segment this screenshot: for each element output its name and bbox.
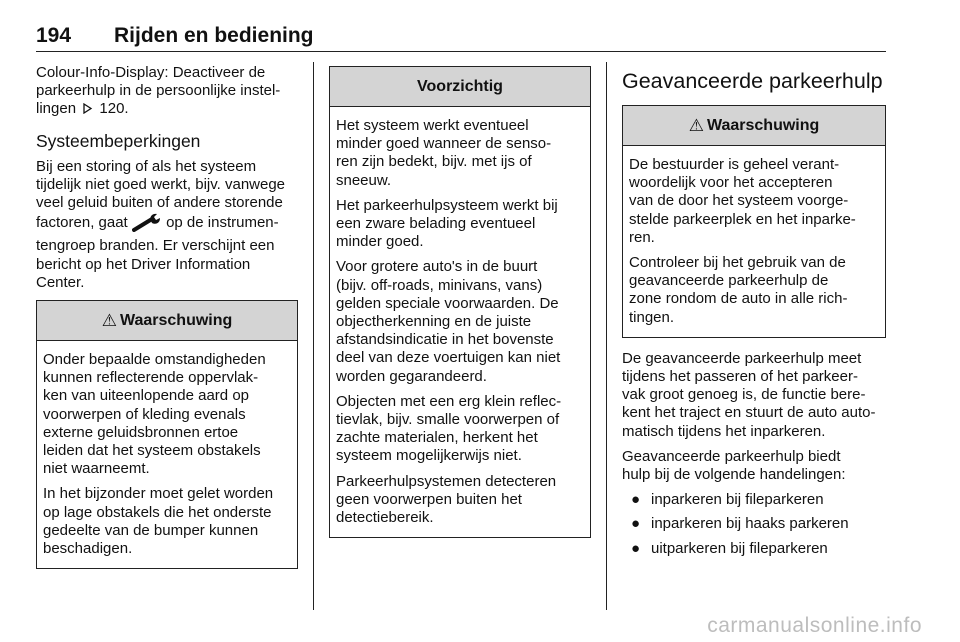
warning-box (36, 300, 298, 569)
warning-triangle-icon: ⚠ (101, 310, 117, 330)
caution-text: Voor grotere auto's in de buurt (bijv. off-roads, minivans, vans) gelden speciale voorwaarden. De objectherkenning en de juiste afstandsindicatie in het bovenste deel van deze voertuigen kan niet worden gegarandeerd. (336, 258, 561, 385)
caution-text: Objecten met een erg klein reflec- tievlak, bijv. smalle voorwerpen of zachte materialen, herkent het systeem mogelijkerwijs niet. (336, 392, 562, 465)
body-paragraph: De geavanceerde parkeerhulp meet tijdens het passeren of het parkeer- vak groot genoeg is, de functie bere- kent het traject en stuurt de auto auto- matisch tijdens het inparkeren. (622, 349, 876, 440)
warning-triangle-icon: ⚠ (688, 115, 704, 135)
section-heading: Systeembeperkingen (36, 130, 201, 151)
list-item: ● inparkeren bij haaks parkeren (631, 515, 849, 533)
caution-box (329, 66, 591, 538)
watermark: carmanualsonline.info (707, 614, 922, 637)
column-middle (329, 64, 591, 538)
warning-text: Controleer bij het gebruik van de geavanceerde parkeerhulp de zone rondom de auto in alle rich- tingen. (629, 254, 848, 326)
column-left (36, 64, 298, 569)
warning-box-header: ⚠ Waarschuwing (37, 301, 297, 341)
intro-paragraph: Colour-Info-Display: Deactiveer de parkeerhulp in de persoonlijke instel- lingen 120. (36, 64, 281, 118)
caution-text: Het parkeerhulpsysteem werkt bij een zware belading eventueel minder goed. (336, 196, 558, 251)
column-right (622, 64, 886, 564)
page-header (36, 18, 886, 52)
reference-triangle-icon (80, 100, 99, 117)
warning-box (622, 105, 886, 338)
limitations-paragraph: Bij een storing of als het systeem tijdelijk niet goed werkt, bijv. vanwege veel geluid buiten of andere storende factoren, gaat op de instrumen- tengroep branden. Er verschijnt een bericht op het Driver Information Center. (36, 157, 286, 291)
body-paragraph: Geavanceerde parkeerhulp biedt hulp bij de volgende handelingen: (622, 447, 846, 484)
bullet-icon: ● (631, 515, 641, 533)
column-divider (313, 62, 314, 610)
page-reference-link[interactable]: 120. (99, 100, 129, 118)
caution-text: Parkeerhulpsystemen detecteren geen voorwerpen buiten het detectiebereik. (336, 472, 557, 527)
warning-box-header: ⚠ Waarschuwing (623, 106, 885, 146)
warning-text: De bestuurder is geheel verant- woordelijk voor het accepteren van de door het systeem voorge- stelde parkeerplek en het inparke- ren. (629, 156, 856, 246)
caution-box-header: Voorzichtig (330, 67, 590, 107)
page-number: 194 (36, 24, 72, 47)
caution-text: Het systeem werkt eventueel minder goed wanneer de senso- ren zijn bedekt, bijv. met ijs of sneeuw. (336, 117, 552, 189)
feature-list (622, 491, 886, 558)
chapter-title: Rijden en bediening (114, 24, 314, 47)
wrench-icon (132, 212, 162, 237)
column-divider (606, 62, 607, 610)
warning-text: In het bijzonder moet gelet worden op lage obstakels die het onderste gedeelte van de bumper kunnen beschadigen. (43, 485, 274, 558)
bullet-icon: ● (631, 491, 641, 509)
list-item: ● inparkeren bij fileparkeren (631, 491, 824, 509)
list-item: ● uitparkeren bij fileparkeren (631, 539, 828, 557)
warning-text: Onder bepaalde omstandigheden kunnen reflecterende oppervlak- ken van uiteenlopende aard op voorwerpen of kleding evenals externe geluidsbronnen ertoe leiden dat het systeem obstakels niet waarneemt. (43, 351, 266, 478)
bullet-icon: ● (631, 539, 641, 557)
section-heading: Geavanceerde parkeerhulp (622, 69, 883, 93)
